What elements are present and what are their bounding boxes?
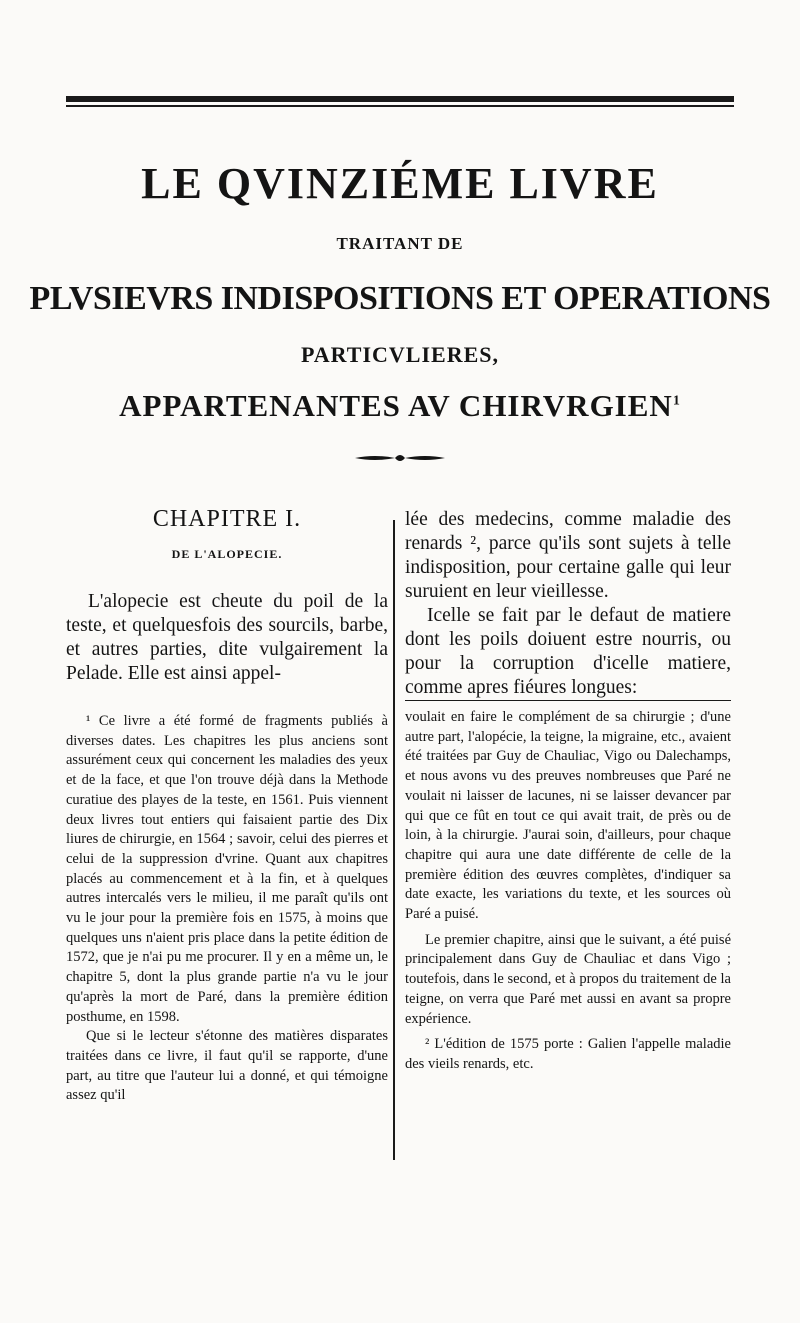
right-footnote-1: voulait en faire le complément de sa chirurgie ; d'une autre part, l'alopécie, la teigne, la migraine, etc., avaient été traitées par Guy de Chauliac, Vigo ou Dalechamps, et nous avons vu des preuves nombreuses que Paré ne voulait ni laisser de lacunes, ni se laisser devancer par qui que ce fût en tout ce qui avait trait, de près ou de loin, à la chirurgie. J'aurai soin, d'ailleurs, pour chaque chapitre qui aura une date différente de celle de la première édition des œuvres complètes, d'indiquer sa date exacte, les variations du texte, et les sources où Paré a puisé.	[405, 709, 731, 923]
title-particulieres: PARTICVLIERES,	[300, 342, 500, 367]
right-footnote-2: Le premier chapitre, ainsi que le suivant, a été puisé principalement dans Guy de Chauliac et dans Vigo ; toutefois, dans le second, et à propos du traitement de la teigne, on verra que Paré met aussi en avant sa propre expérience.	[405, 931, 731, 1027]
title-appartenantes-text: APPARTENANTES AV CHIRVRGIEN	[119, 388, 673, 423]
right-footnote	[405, 708, 731, 1075]
right-main-paragraph-1: lée des medecins, comme maladie des renards ², parce qu'ils sont sujets à telle indisposition, pour certaine galle qui leur suruient en leur vieillesse.	[405, 509, 731, 602]
right-main-text	[405, 508, 731, 700]
column-divider	[393, 520, 395, 1160]
title-subject: PLVSIEVRS INDISPOSITIONS ET OPERATIONS	[29, 280, 771, 317]
left-main-text	[66, 590, 388, 686]
left-footnote-2: Que si le lecteur s'étonne des matières disparates traitées dans ce livre, il faut qu'il se rapporte, d'une part, au titre que l'auteur lui a donné, et qui témoigne assez qu'il	[66, 1028, 388, 1104]
left-footnote	[66, 712, 388, 1106]
book-title: LE QVINZIÉME LIVRE	[141, 159, 659, 208]
left-footnote-1: ¹ Ce livre a été formé de fragments publiés à diverses dates. Les chapitres les plus anciens sont assurément ceux qui concernent les maladies des yeux et de la face, et que l'on trouve déjà dans la Methode curatiue des playes de la teste, en 1561. Puis viennent deux livres tout entiers qui faisaient partie des Dix liures de chirurgie, en 1564 ; savoir, celui des pierres et celui de la suppression d'vrine. Quant aux chapitres placés au commencement et à la fin, et à quelques autres intercalés vers le milieu, il me paraît qu'ils ont vu le jour pour la première fois en 1575, à moins que quelques uns n'aient pris place dans la petite édition de 1572, que je n'ai pu me procurer. Il y en a même un, le chapitre 5, dont la plus grande partie n'a vu le jour qu'après la mort de Paré, dans la première édition posthume, en 1598.	[66, 713, 388, 1025]
top-rule-thin	[66, 105, 734, 107]
top-rule	[66, 96, 734, 102]
title-traitant: TRAITANT DE	[336, 234, 464, 253]
left-main-paragraph: L'alopecie est cheute du poil de la teste, et quelquesfois des sourcils, barbe, et autres parties, dite vulgairement la Pelade. Elle est ainsi appel-	[66, 591, 388, 684]
right-footnote-3: ² L'édition de 1575 porte : Galien l'appelle maladie des vieils renards, etc.	[405, 1036, 731, 1072]
chapter-subheading: DE L'ALOPECIE.	[171, 547, 283, 561]
footnote-separator	[405, 700, 731, 701]
right-main-paragraph-2: Icelle se fait par le defaut de matiere dont les poils doiuent estre nourris, ou pour la corruption d'icelle matiere, comme apres fiéures longues:	[405, 605, 731, 698]
ornament-divider	[355, 452, 445, 464]
title-footnote-mark: 1	[672, 393, 681, 409]
title-appartenantes	[0, 388, 800, 424]
chapter-heading: CHAPITRE I.	[152, 506, 302, 532]
